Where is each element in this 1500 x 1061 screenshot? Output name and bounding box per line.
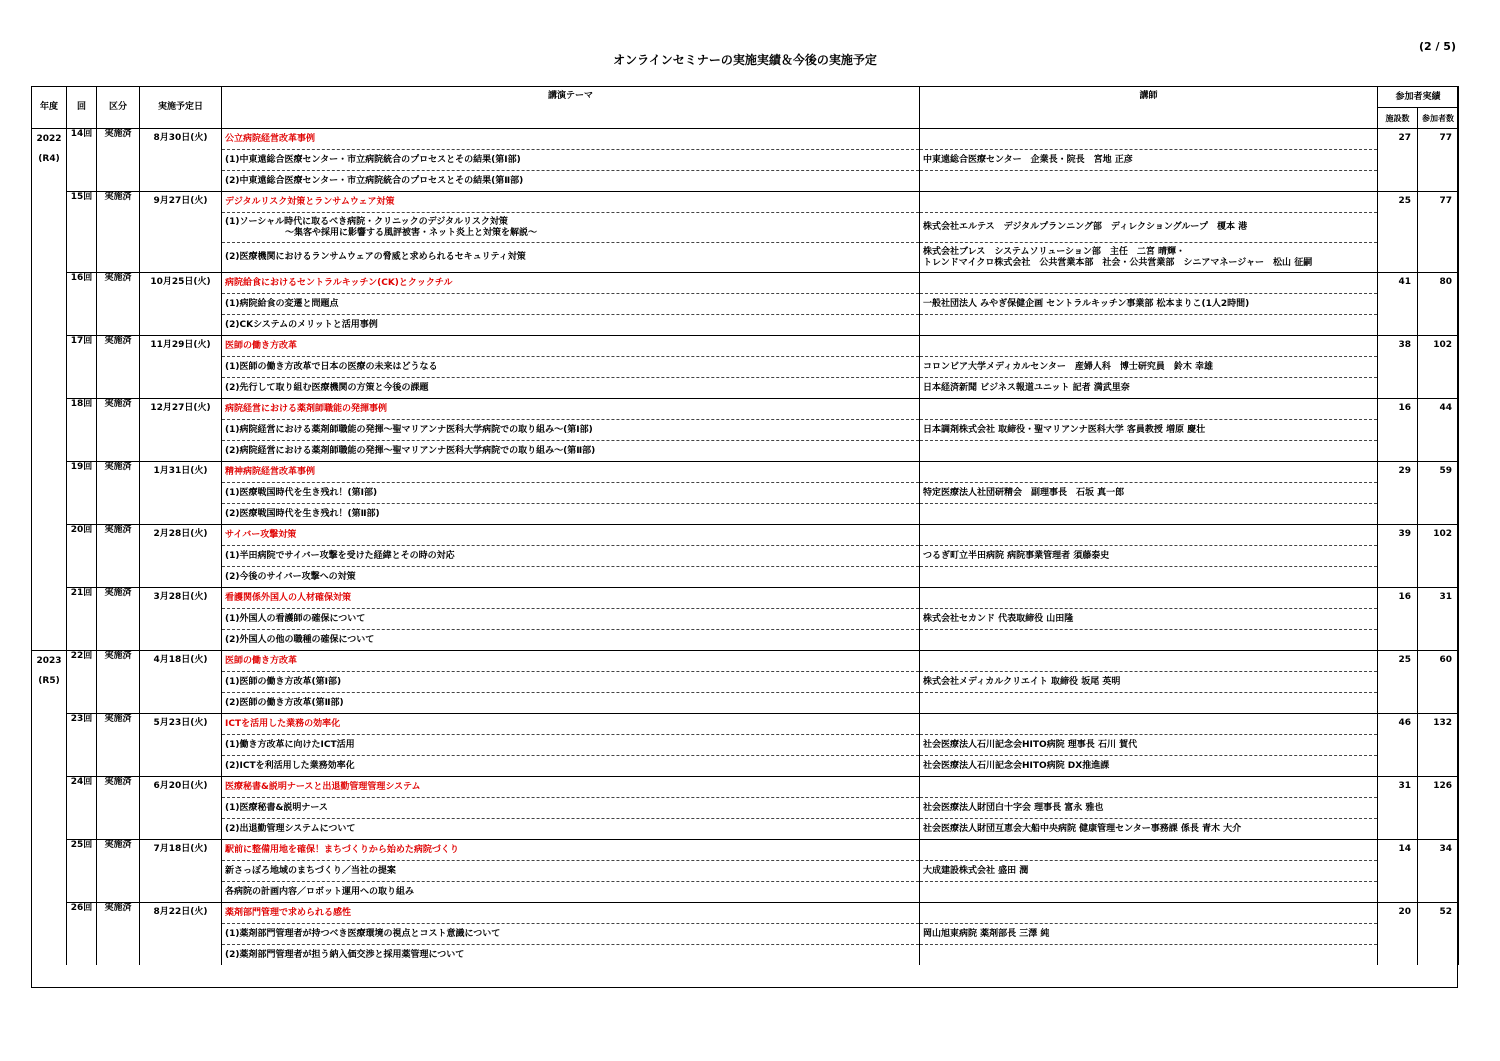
seminar-title: 医師の働き方改革 — [222, 651, 920, 672]
lecturer — [920, 567, 1378, 588]
lecturer — [920, 171, 1378, 192]
lecture-theme: (2)CKシステムのメリットと活用事例 — [222, 315, 920, 336]
session-number: 22回 — [67, 651, 97, 714]
session-number: 19回 — [67, 462, 97, 525]
facility-count: 20 — [1378, 903, 1418, 966]
seminar-title: 精神病院経営改革事例 — [222, 462, 920, 483]
year-cell — [32, 192, 67, 273]
lecture-item-row — [32, 213, 1459, 243]
lecture-item-row — [32, 420, 1459, 441]
lecturer: 日本経済新聞 ビジネス報道ユニット 記者 満武里奈 — [920, 378, 1378, 399]
status-label: 実施済 — [97, 588, 140, 651]
lecture-theme — [222, 213, 920, 243]
status-label: 実施済 — [97, 651, 140, 714]
year-cell — [32, 840, 67, 903]
scheduled-date: 12月27日(火) — [140, 399, 222, 462]
lecturer — [920, 441, 1378, 462]
seminar-title: デジタルリスク対策とランサムウェア対策 — [222, 192, 920, 213]
fiscal-era — [32, 797, 66, 817]
lecturer: 社会医療法人石川記念会HITO病院 理事長 石川 賀代 — [920, 735, 1378, 756]
lecture-item-row — [32, 546, 1459, 567]
header-theme: 講演テーマ — [222, 87, 920, 129]
facility-count: 27 — [1378, 129, 1418, 192]
lecture-item-row — [32, 882, 1459, 903]
lecturer — [920, 882, 1378, 903]
lecture-theme: (1)働き方改革に向けたICT活用 — [222, 735, 920, 756]
seminar-title: 病院給食におけるセントラルキッチン(CK)とクックチル — [222, 273, 920, 294]
lecturer: 社会医療法人財団互恵会大船中央病院 健康管理センター事務課 係長 青木 大介 — [920, 819, 1378, 840]
lecture-item-row — [32, 171, 1459, 192]
scheduled-date: 7月18日(火) — [140, 840, 222, 903]
lecturer-empty — [920, 462, 1378, 483]
participant-count: 102 — [1418, 336, 1459, 399]
year-cell — [32, 462, 67, 525]
facility-count: 29 — [1378, 462, 1418, 525]
fiscal-year — [32, 588, 66, 608]
participant-count: 80 — [1418, 273, 1459, 336]
session-number: 23回 — [67, 714, 97, 777]
seminar-title: 駅前に整備用地を確保！まちづくりから始めた病院づくり — [222, 840, 920, 861]
year-cell — [32, 336, 67, 399]
status-label: 実施済 — [97, 903, 140, 966]
participant-count: 59 — [1418, 462, 1459, 525]
scheduled-date: 3月28日(火) — [140, 588, 222, 651]
seminar-title: サイバー攻撃対策 — [222, 525, 920, 546]
fiscal-year: 2022 — [36, 134, 62, 144]
lecturer: 株式会社メディカルクリエイト 取締役 坂尾 英明 — [920, 672, 1378, 693]
seminar-title: 公立病院経営改革事例 — [222, 129, 920, 150]
session-number: 25回 — [67, 840, 97, 903]
status-label: 実施済 — [97, 129, 140, 192]
seminar-title-row — [32, 777, 1459, 798]
year-cell — [32, 714, 67, 777]
lecturer — [920, 693, 1378, 714]
fiscal-era — [32, 608, 66, 628]
header-facilities: 施設数 — [1378, 108, 1418, 129]
lecturer: 中東遠総合医療センター 企業長・院長 宮地 正彦 — [920, 150, 1378, 171]
status-label: 実施済 — [97, 399, 140, 462]
lecture-theme: (1)医療戦国時代を生き残れ！(第Ⅰ部) — [222, 483, 920, 504]
lecturer: 特定医療法人社団研精会 副理事長 石坂 真一郎 — [920, 483, 1378, 504]
scheduled-date: 9月27日(火) — [140, 192, 222, 273]
fiscal-year — [32, 462, 66, 482]
scheduled-date: 2月28日(火) — [140, 525, 222, 588]
seminar-schedule-table — [31, 86, 1459, 965]
lecturer-empty — [920, 588, 1378, 609]
seminar-title-row — [32, 399, 1459, 420]
seminar-title: ICTを活用した業務の効率化 — [222, 714, 920, 735]
lecture-item-row — [32, 150, 1459, 171]
status-label: 実施済 — [97, 336, 140, 399]
fiscal-year: 2023 — [36, 656, 62, 666]
lecture-theme: (1)中東遠総合医療センター・市立病院統合のプロセスとその結果(第Ⅰ部) — [222, 150, 920, 171]
header-participants: 参加者数 — [1418, 108, 1459, 129]
fiscal-era — [32, 734, 66, 754]
facility-count: 46 — [1378, 714, 1418, 777]
lecturer: 大成建設株式会社 盛田 潤 — [920, 861, 1378, 882]
scheduled-date: 5月23日(火) — [140, 714, 222, 777]
lecturer — [920, 945, 1378, 966]
session-number: 21回 — [67, 588, 97, 651]
lecturer-empty — [920, 273, 1378, 294]
year-cell — [32, 903, 67, 966]
facility-count: 25 — [1378, 651, 1418, 714]
participant-count: 77 — [1418, 192, 1459, 273]
header-participation: 参加者実績 — [1378, 87, 1459, 108]
lecturer — [920, 243, 1378, 273]
fiscal-year — [32, 525, 66, 545]
facility-count: 39 — [1378, 525, 1418, 588]
facility-count: 31 — [1378, 777, 1418, 840]
status-label: 実施済 — [97, 714, 140, 777]
facility-count: 16 — [1378, 588, 1418, 651]
lecturer: 一般社団法人 みやぎ保健企画 セントラルキッチン事業部 松本まりこ(1人2時間) — [920, 294, 1378, 315]
status-label: 実施済 — [97, 777, 140, 840]
lecturer: 株式会社エルテス デジタルプランニング部 ディレクショングループ 榎本 港 — [920, 213, 1378, 243]
lecturer: 社会医療法人石川記念会HITO病院 DX推進課 — [920, 756, 1378, 777]
page-number: (2 / 5) — [1418, 40, 1456, 53]
session-number: 24回 — [67, 777, 97, 840]
fiscal-year — [32, 336, 66, 356]
lecture-item-row — [32, 924, 1459, 945]
lecture-theme: (2)今後のサイバー攻撃への対策 — [222, 567, 920, 588]
participant-count: 52 — [1418, 903, 1459, 966]
lecture-item-row — [32, 798, 1459, 819]
year-cell — [32, 588, 67, 651]
status-label: 実施済 — [97, 273, 140, 336]
seminar-title: 医師の働き方改革 — [222, 336, 920, 357]
schedule-body — [32, 129, 1459, 966]
seminar-title-row — [32, 840, 1459, 861]
header-year: 年度 — [32, 87, 67, 129]
year-cell — [32, 777, 67, 840]
fiscal-year — [32, 777, 66, 797]
fiscal-year — [32, 840, 66, 860]
lecture-item-row — [32, 735, 1459, 756]
fiscal-era — [32, 293, 66, 313]
lecturer-empty — [920, 525, 1378, 546]
status-label: 実施済 — [97, 462, 140, 525]
lecture-theme: (1)外国人の看護師の確保について — [222, 609, 920, 630]
scheduled-date: 8月22日(火) — [140, 903, 222, 966]
lecturer: 株式会社セカンド 代表取締役 山田隆 — [920, 609, 1378, 630]
seminar-title-row — [32, 903, 1459, 924]
lecture-theme: (1)医師の働き方改革(第Ⅰ部) — [222, 672, 920, 693]
fiscal-era — [32, 545, 66, 565]
lecture-theme: (1)薬剤部門管理者が持つべき医療環境の視点とコスト意識について — [222, 924, 920, 945]
year-cell — [32, 399, 67, 462]
lecture-item-row — [32, 315, 1459, 336]
facility-count: 16 — [1378, 399, 1418, 462]
lecture-item-row — [32, 609, 1459, 630]
fiscal-year — [32, 399, 66, 419]
lecture-theme-line2: ～集客や採用に影響する風評被害・ネット炎上と対策を解説～ — [285, 227, 538, 238]
lecture-theme: (1)医師の働き方改革で日本の医療の未来はどうなる — [222, 357, 920, 378]
lecture-theme: (2)外国人の他の職種の確保について — [222, 630, 920, 651]
lecturer-line1: 株式会社ブレス システムソリューション部 主任 二宮 晴輝・ — [923, 246, 1185, 257]
lecturer: 日本調剤株式会社 取締役・聖マリアンナ医科大学 客員教授 増原 慶壮 — [920, 420, 1378, 441]
lecture-item-row — [32, 567, 1459, 588]
lecture-item-row — [32, 819, 1459, 840]
session-number: 15回 — [67, 192, 97, 273]
seminar-title-row — [32, 129, 1459, 150]
session-number: 17回 — [67, 336, 97, 399]
lecturer-empty — [920, 714, 1378, 735]
lecturer-empty — [920, 840, 1378, 861]
header-kubun: 区分 — [97, 87, 140, 129]
lecture-item-row — [32, 441, 1459, 462]
participant-count: 60 — [1418, 651, 1459, 714]
lecturer-empty — [920, 903, 1378, 924]
fiscal-year — [32, 273, 66, 293]
year-cell — [32, 129, 67, 192]
lecturer: コロンビア大学メディカルセンター 産婦人科 博士研究員 鈴木 幸雄 — [920, 357, 1378, 378]
lecture-theme: (2)薬剤部門管理者が担う納入価交渉と採用薬管理について — [222, 945, 920, 966]
facility-count: 14 — [1378, 840, 1418, 903]
lecture-theme: (2)出退勤管理システムについて — [222, 819, 920, 840]
lecture-item-row — [32, 630, 1459, 651]
session-number: 26回 — [67, 903, 97, 966]
seminar-title-row — [32, 192, 1459, 213]
facility-count: 25 — [1378, 192, 1418, 273]
lecture-theme-line1: (1)ソーシャル時代に取るべき病院・クリニックのデジタルリスク対策 — [225, 216, 508, 227]
seminar-title: 医療秘書&説明ナースと出退勤管理管理システム — [222, 777, 920, 798]
participant-count: 34 — [1418, 840, 1459, 903]
seminar-title-row — [32, 273, 1459, 294]
lecture-theme: (1)病院給食の変遷と問題点 — [222, 294, 920, 315]
participant-count: 44 — [1418, 399, 1459, 462]
lecturer-empty — [920, 777, 1378, 798]
lecturer-empty — [920, 651, 1378, 672]
lecture-item-row — [32, 693, 1459, 714]
seminar-title: 看護関係外国人の人材確保対策 — [222, 588, 920, 609]
scheduled-date: 11月29日(火) — [140, 336, 222, 399]
lecturer: 岡山旭東病院 薬剤部長 三澤 純 — [920, 924, 1378, 945]
header-kai: 回 — [67, 87, 97, 129]
lecture-theme: 新さっぽろ地域のまちづくり／当社の提案 — [222, 861, 920, 882]
lecturer-empty — [920, 129, 1378, 150]
header-date: 実施予定日 — [140, 87, 222, 129]
status-label: 実施済 — [97, 840, 140, 903]
status-label: 実施済 — [97, 192, 140, 273]
year-cell — [32, 651, 67, 714]
facility-count: 38 — [1378, 336, 1418, 399]
seminar-title-row — [32, 336, 1459, 357]
seminar-title-row — [32, 651, 1459, 672]
session-number: 14回 — [67, 129, 97, 192]
year-cell — [32, 525, 67, 588]
lecture-theme: (1)半田病院でサイバー攻撃を受けた経緯とその時の対応 — [222, 546, 920, 567]
participant-count: 31 — [1418, 588, 1459, 651]
lecturer — [920, 315, 1378, 336]
lecturer: つるぎ町立半田病院 病院事業管理者 須藤泰史 — [920, 546, 1378, 567]
lecturer — [920, 630, 1378, 651]
participant-count: 126 — [1418, 777, 1459, 840]
lecture-item-row — [32, 243, 1459, 273]
lecture-item-row — [32, 378, 1459, 399]
lecture-item-row — [32, 483, 1459, 504]
lecture-item-row — [32, 861, 1459, 882]
lecturer-line2: トレンドマイクロ株式会社 公共営業本部 社会・公共営業部 シニアマネージャー 松山 征嗣 — [923, 257, 1313, 268]
lecturer-empty — [920, 336, 1378, 357]
lecture-theme: (2)病院経営における薬剤師職能の発揮～聖マリアンナ医科大学病院での取り組み～(第Ⅱ部) — [222, 441, 920, 462]
session-number: 20回 — [67, 525, 97, 588]
seminar-title-row — [32, 588, 1459, 609]
lecture-item-row — [32, 504, 1459, 525]
lecture-theme: (1)医療秘書&説明ナース — [222, 798, 920, 819]
participant-count: 132 — [1418, 714, 1459, 777]
lecture-theme: (2)医師の働き方改革(第Ⅱ部) — [222, 693, 920, 714]
fiscal-era — [32, 860, 66, 880]
fiscal-era — [32, 923, 66, 943]
lecturer-empty — [920, 399, 1378, 420]
header-lecturer: 講師 — [920, 87, 1378, 129]
scheduled-date: 8月30日(火) — [140, 129, 222, 192]
lecture-theme: (2)ICTを利活用した業務効率化 — [222, 756, 920, 777]
lecture-theme: (2)中東遠総合医療センター・市立病院統合のプロセスとその結果(第Ⅱ部) — [222, 171, 920, 192]
fiscal-year — [32, 903, 66, 923]
scheduled-date: 6月20日(火) — [140, 777, 222, 840]
seminar-title-row — [32, 714, 1459, 735]
fiscal-era — [32, 419, 66, 439]
facility-count: 41 — [1378, 273, 1418, 336]
lecture-theme: (2)医療戦国時代を生き残れ！(第Ⅱ部) — [222, 504, 920, 525]
seminar-title-row — [32, 462, 1459, 483]
participant-count: 102 — [1418, 525, 1459, 588]
fiscal-era — [32, 356, 66, 376]
lecture-theme: (2)先行して取り組む医療機関の方策と今後の課題 — [222, 378, 920, 399]
lecture-theme: (1)病院経営における薬剤師職能の発揮～聖マリアンナ医科大学病院での取り組み～(第Ⅰ部) — [222, 420, 920, 441]
status-label: 実施済 — [97, 525, 140, 588]
fiscal-era: (R5) — [38, 676, 60, 686]
seminar-title: 薬剤部門管理で求められる感性 — [222, 903, 920, 924]
lecture-item-row — [32, 357, 1459, 378]
lecture-item-row — [32, 294, 1459, 315]
fiscal-era — [32, 482, 66, 502]
fiscal-year — [32, 192, 66, 212]
lecture-item-row — [32, 672, 1459, 693]
scheduled-date: 1月31日(火) — [140, 462, 222, 525]
lecturer — [920, 504, 1378, 525]
fiscal-era: (R4) — [38, 154, 60, 164]
lecturer: 社会医療法人財団白十字会 理事長 富永 雅也 — [920, 798, 1378, 819]
session-number: 16回 — [67, 273, 97, 336]
lecture-item-row — [32, 756, 1459, 777]
participant-count: 77 — [1418, 129, 1459, 192]
fiscal-era — [32, 212, 66, 232]
year-cell — [32, 273, 67, 336]
scheduled-date: 10月25日(火) — [140, 273, 222, 336]
fiscal-year — [32, 714, 66, 734]
lecturer-empty — [920, 192, 1378, 213]
lecture-theme: 各病院の計画内容／ロボット運用への取り組み — [222, 882, 920, 903]
lecture-item-row — [32, 945, 1459, 966]
lecture-theme: (2)医療機関におけるランサムウェアの脅威と求められるセキュリティ対策 — [222, 243, 920, 273]
seminar-title-row — [32, 525, 1459, 546]
document-title: オンラインセミナーの実施実績＆今後の実施予定 — [613, 53, 877, 67]
seminar-title: 病院経営における薬剤師職能の発揮事例 — [222, 399, 920, 420]
scheduled-date: 4月18日(火) — [140, 651, 222, 714]
header-row — [32, 87, 1459, 108]
session-number: 18回 — [67, 399, 97, 462]
